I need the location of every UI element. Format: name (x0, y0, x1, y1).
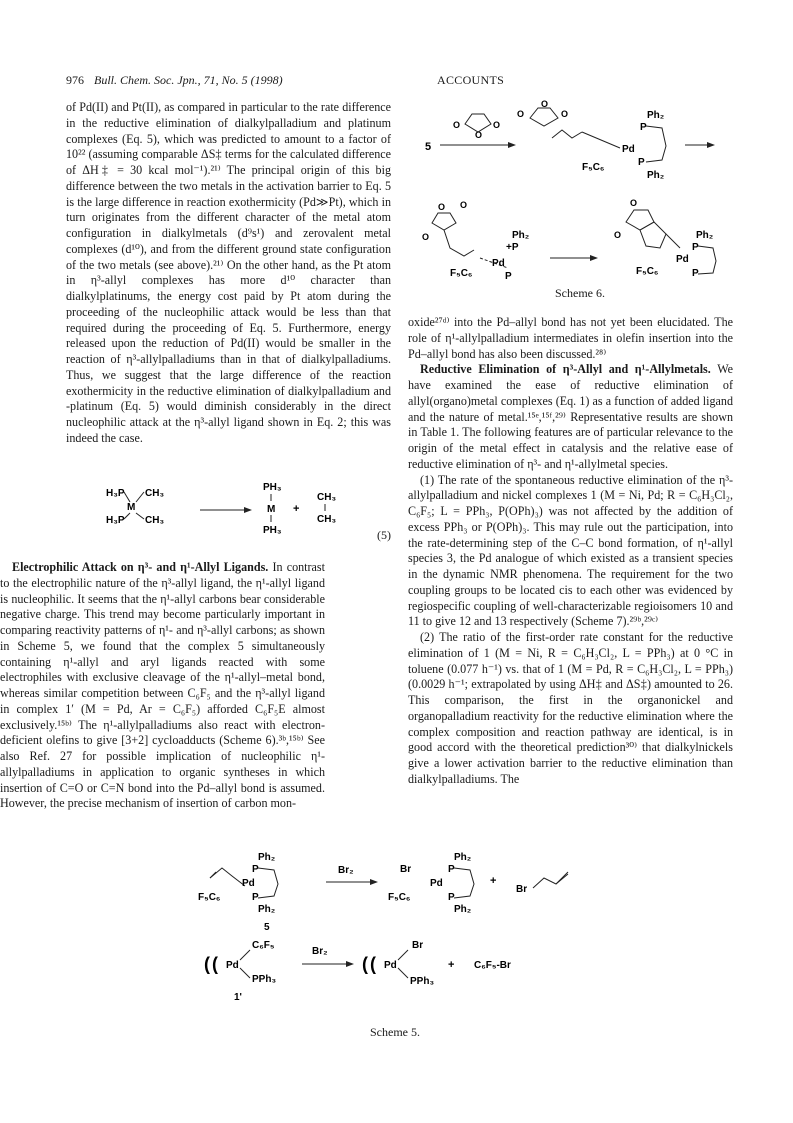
ch3-label: CH₃ (145, 515, 165, 526)
allyl-bracket: ( (212, 954, 218, 974)
allyl-chain (552, 130, 582, 138)
plus-sign: + (490, 875, 497, 887)
ph2-label: Ph₂ (647, 170, 665, 181)
o-label: O (561, 109, 569, 119)
ph3-label: PH₃ (263, 482, 282, 493)
section-heading: Electrophilic Attack on η³- and η¹-Allyl Ligands. (12, 560, 269, 574)
o-label: O (438, 202, 446, 212)
ph2-label: Ph₂ (647, 110, 665, 121)
h3p-label: H₃P (106, 515, 125, 526)
right-column (408, 315, 733, 788)
br2-label: Br₂ (312, 946, 328, 957)
p-label: P (638, 157, 645, 168)
allyl-bracket: ( (370, 954, 376, 974)
o-label: O (541, 99, 549, 109)
o-label: O (493, 120, 501, 130)
compound-5-ref: 5 (425, 141, 432, 153)
c6f5-label: F₅C₆ (198, 892, 221, 903)
ph2-label: Ph₂ (696, 230, 714, 241)
scheme-6-caption: Scheme 6. (555, 286, 605, 300)
ph2-label: Ph₂ (512, 230, 530, 241)
equation-number: (5) (377, 528, 391, 542)
compound-1p-label: 1' (234, 992, 242, 1003)
ph2-label: Ph₂ (454, 852, 472, 863)
pd-label: Pd (384, 960, 397, 971)
bicyclic-lactone (626, 210, 654, 230)
p-label: P (692, 268, 699, 279)
page-number: 976 (66, 73, 84, 87)
left-column-continued (0, 560, 325, 812)
c6f5-label: F₅C₆ (388, 892, 411, 903)
paragraph: (1) The rate of the spontaneous reductive elimination of the η³-allylpalladium and nickel complexes 1 (M = Ni, Pd; R = C₆H₃Cl₂, C₆F₅; L = PPh₃, P(OPh)₃) was not affected by the addition of excess PPh₃ or P(OPh)₃. This may rule out the participation, into the rate-determining step of the C–C bond formation, of η¹-allyl species 3, the Pd analogue of which existed as a transient species in the dynamic NMR phenomena. The requirement for the two coupling groups to be located cis to each other was evidenced by regiospecific coupling of well-characterizable regioisomers 10 and 11 to give 12 and 13 respectively (Scheme 7).²⁹ᵇ,²⁹ᶜ⁾ (408, 472, 733, 629)
h3p-label: H₃P (106, 488, 125, 499)
o-label: O (630, 198, 638, 208)
section-heading: Reductive Elimination of η³-Allyl and η¹-Allylmetals. (420, 362, 711, 377)
p-label: P (448, 892, 455, 903)
paragraph: (2) The ratio of the first-order rate constant for the reductive elimination of 1 (M = Ni, R = C₆H₃Cl₂, L = PPh₃) at 0 °C in toluene (0.077 h⁻¹) vs. that of 1 (M = Pd, R = C₆H₃Cl₂, L = PPh₃) (0.0029 h⁻¹; extrapolated by using ΔH‡ and ΔS‡) amounted to 26. This comparison, the first in the organonickel and organopalladium reactivity for the reductive elimination where the complex composition and reaction pathway are identical, is in good accord with the theoretical prediction³⁰⁾ that dialkylnickels give a lower activation barrier to the reductive elimination than dialkylpalladiums. The (408, 630, 733, 786)
scheme-5-caption: Scheme 5. (370, 1025, 420, 1039)
p-label: P (252, 864, 259, 875)
ph2-label: Ph₂ (258, 852, 276, 863)
pd-label: Pd (242, 878, 255, 889)
allyl-bracket: ( (204, 954, 210, 974)
o-label: O (614, 230, 622, 240)
paragraph: We have examined the ease of reductive elimination of allyl(organo)metal complexes (Eq. 1) as a function of added ligand and the nature of metal.¹⁵ᵉ,¹⁵ᶠ,²⁹⁾ Representative results are shown in Table 1. The following features are of particular relevance to the origin of the metal effect in catalysis and the relative ease of reductive elimination of η³- and η¹-allylmetal species. (408, 362, 734, 471)
lactone-ring (432, 213, 456, 230)
ph3-label: PH₃ (263, 525, 282, 536)
ph2-label: Ph₂ (454, 904, 472, 915)
paragraph: In contrast to the electrophilic nature of the η³-allyl ligand, the η¹-allyl ligand is nucleophilic. It seems that the η¹-allyl carbons bear considerable negative charge. This trend may become particularly important in comparing reactivity patterns of η¹- and η³-allyl carbons; as shown in Scheme 5, we found that the complex 5 simultaneously containing η¹-allyl and aryl ligands reacted with some electrophiles with exclusive cleavage of the η¹-allyl–metal bond, whereas similar competition between C₆F₅ and the η³-allyl ligand in complex 1′ (M = Pd, Ar = C₆F₅) afforded C₆F₅E almost exclusively.¹⁵ᵇ⁾ The η¹-allylpalladiums also react with electron-deficient olefins to give [3+2] cycloadducts (Scheme 6).³ᵇ,¹⁵ᵇ⁾ See also Ref. 27 for possible implication of nucleophilic η¹-allylpalladiums in application to organic syntheses in which insertion of C=O or C=N bond into the Pd–allyl bond is assumed. However, the precise mechanism of insertion of carbon mon- (0, 560, 325, 811)
metal-label: M (127, 502, 136, 513)
ch3-label: CH₃ (317, 492, 337, 503)
o-label: O (517, 109, 525, 119)
equation-5-drawing (66, 478, 391, 544)
pd-label: Pd (430, 878, 443, 889)
p-label: P (448, 864, 455, 875)
plus-sign: + (293, 503, 300, 515)
paragraph: oxide²⁷ᵈ⁾ into the Pd–allyl bond has not yet been elucidated. The role of η¹-allylpalladium intermediates in olefin insertion into the Pd–allyl bond has also been discussed.²⁸⁾ (408, 315, 733, 361)
p-label: P (252, 892, 259, 903)
c6f5-label: F₅C₆ (636, 266, 659, 277)
section-label: ACCOUNTS (437, 73, 505, 87)
ph2-label: Ph₂ (258, 904, 276, 915)
compound-5-label: 5 (264, 922, 270, 933)
scheme-5 (190, 848, 620, 1023)
metal-label: M (267, 504, 276, 515)
p-label: P (505, 271, 512, 282)
pph3-label: PPh₃ (252, 974, 277, 985)
br-label: Br (516, 884, 528, 895)
o-label: O (475, 130, 483, 140)
left-column (66, 100, 391, 447)
p-label: P (692, 242, 699, 253)
br-label: Br (412, 940, 424, 951)
br2-label: Br₂ (338, 865, 354, 876)
product-c6f5br-label: C₆F₅-Br (474, 960, 511, 971)
paragraph: of Pd(II) and Pt(II), as compared in particular to the rate difference in the reductive elimination of dialkylpalladium and platinum complexes (Eq. 5), which was predicted to amount to a factor of 10²² (assuming comparable ΔS‡ terms for the calculated difference of ΔH‡ = 30 kcal mol⁻¹).²¹⁾ The principal origin of this big difference between the two metals in the activation barrier to Eq. 5 is the large difference in reaction exothermicity (Pd≫Pt), which in turn originates from the different character of the metal atom configuration in dialkylmetals (d⁹s¹) and zerovalent metal complexes (d¹⁰), and from the different ground state configuration of the two metals (see above).²¹⁾ On the other hand, as the Pt atom in η³-allyl complexes has more d¹⁰ character than dialkylplatinums, the energy cost paid by Pt atom during the proceeding of the nucleophilic attack would be less than that required during the proceeding of Eq. 5. Furthermore, energy released upon the reduction of Pd(II) would be smaller in the reaction of η³-allylpalladiums than in that of dialkylpalladiums. Thus, we suggest that the large difference of the reaction exothermicity in the reductive elimination of dialkylpalladium and -platinum (Eq. 5) would diminish considerably in the direct nucleophilic attack at the η³-allyl ligand shown in Eq. 2; this was indeed the case. (66, 100, 391, 445)
p-label: P (640, 122, 647, 133)
coordinated-anhydride (530, 108, 558, 126)
plus-sign: + (448, 959, 455, 971)
journal-citation: Bull. Chem. Soc. Jpn., 71, No. 5 (1998) (94, 73, 283, 87)
allyl-bracket: ( (362, 954, 368, 974)
c6f5-label: F₅C₆ (450, 268, 473, 279)
pd-label: Pd (226, 960, 239, 971)
o-label: O (460, 200, 468, 210)
scheme-6 (410, 98, 730, 284)
br-label: Br (400, 864, 412, 875)
o-label: O (422, 232, 430, 242)
pd-label: Pd (676, 254, 689, 265)
o-label: O (453, 120, 461, 130)
pd-label: Pd (492, 258, 505, 269)
p-plus-label: +P (506, 242, 519, 253)
pph3-label: PPh₃ (410, 976, 435, 987)
equation-5 (66, 478, 391, 544)
c6f5-label: C₆F₅ (252, 940, 275, 951)
pd-label: Pd (622, 144, 635, 155)
ch3-label: CH₃ (317, 514, 337, 525)
ch3-label: CH₃ (145, 488, 165, 499)
c6f5-label: F₅C₆ (582, 162, 605, 173)
